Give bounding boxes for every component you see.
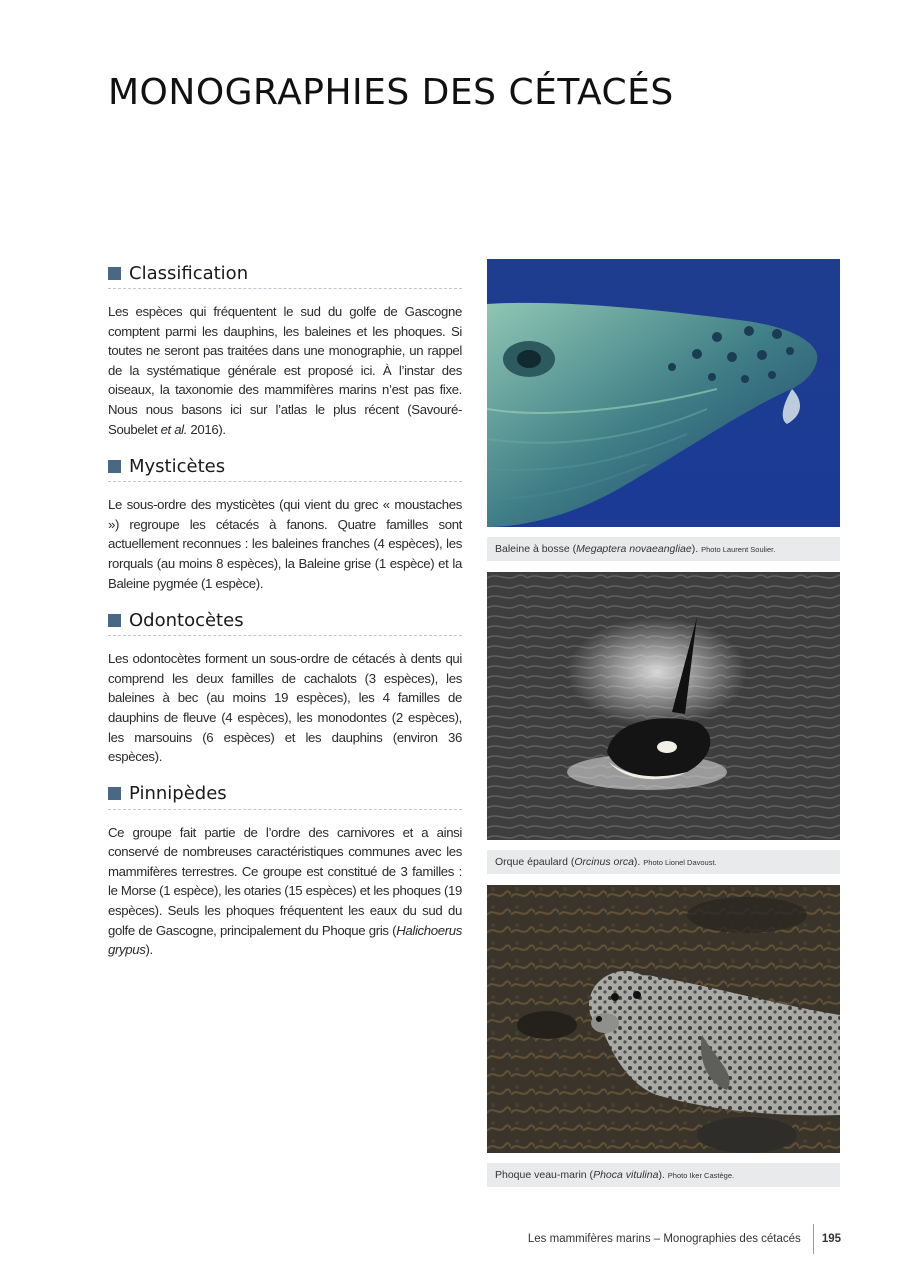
section-heading — [108, 258, 462, 289]
section-title: Mysticètes — [129, 455, 226, 477]
section-mysticetes — [108, 451, 462, 593]
square-bullet-icon — [108, 460, 121, 473]
figure-humpback-whale — [487, 259, 840, 561]
section-heading — [108, 779, 462, 810]
section-heading — [108, 451, 462, 482]
running-title: Les mammifères marins – Monographies des cétacés — [527, 1233, 801, 1245]
caption-species: Phoca vitulina — [593, 1169, 659, 1181]
text-run: Les odontocètes forment un sous-ordre de cétacés à dents qui comprend les deux familles de cachalots (3 espèces), les baleines à bec (au moins 19 espèces), les 4 familles de dauphins de fleuve (4 espèces), les monodontes (2 espèces), les marsouins (6 espèces) et les dauphins (environ 36 espèces). — [108, 651, 462, 765]
section-heading — [108, 605, 462, 636]
text-run: ). — [145, 942, 153, 958]
footer-divider — [813, 1224, 814, 1254]
text-run-italic: Halichoerus grypus — [108, 922, 462, 958]
section-paragraph — [108, 649, 462, 767]
caption-text: Baleine à bosse ( — [495, 543, 577, 555]
caption-text: ). — [633, 856, 641, 868]
text-run-italic: et al. — [160, 421, 188, 437]
caption-text: Phoque veau-marin ( — [495, 1169, 594, 1181]
square-bullet-icon — [108, 614, 121, 627]
caption-species: Orcinus orca — [574, 856, 634, 868]
page-title: MONOGRAPHIES DES CÉTACÉS — [108, 72, 674, 113]
harbor-seal-photo — [487, 885, 840, 1153]
text-column — [108, 258, 462, 972]
photo-credit: Photo Laurent Soulier. — [701, 545, 776, 554]
photo-credit: Photo Lionel Davoust. — [643, 858, 717, 867]
section-paragraph — [108, 495, 462, 593]
caption-text: ). — [658, 1169, 665, 1181]
section-classification — [108, 258, 462, 439]
photo-credit: Photo Iker Castège. — [667, 1171, 735, 1180]
section-odontocetes — [108, 605, 462, 767]
text-run: Le sous-ordre des mysticètes (qui vient du grec « moustaches ») regroupe les cétacés à fanons. Quatre familles sont actuellement reconnues : les baleines franches (4 espèces), les rorquals (au moins 8 espèces), la Baleine grise (1 espèce) et la Baleine pygmée (1 espèce). — [108, 497, 462, 591]
caption-text: ). — [691, 543, 699, 555]
figure-caption — [487, 537, 840, 561]
page-footer — [528, 1224, 841, 1254]
caption-text: Orque épaulard ( — [495, 856, 575, 868]
section-title: Classification — [129, 262, 249, 284]
square-bullet-icon — [108, 267, 121, 280]
figure-caption — [487, 1163, 840, 1187]
square-bullet-icon — [108, 787, 121, 800]
section-pinnipedes — [108, 779, 462, 960]
orca-photo — [487, 572, 840, 840]
page-number: 195 — [821, 1233, 841, 1245]
figure-orca — [487, 572, 840, 874]
section-paragraph — [108, 823, 462, 960]
caption-species: Megaptera novaeangliae — [576, 543, 692, 555]
text-run: 2016). — [187, 421, 226, 437]
text-run: Les espèces qui fréquentent le sud du golfe de Gascogne comptent parmi les dauphins, les baleines et les phoques. Si toutes ne seront pas traitées dans une monographie, un rappel de la systématique générale est proposé ici. À l’instar des oiseaux, la taxonomie des mammifères marins n’est pas fixe. Nous nous basons ici sur l’atlas le plus récent (Savouré-Soubelet — [108, 304, 462, 437]
section-title: Odontocètes — [129, 609, 244, 631]
text-run: Ce groupe fait partie de l’ordre des carnivores et a ainsi conservé de nombreuses caractéristiques communes avec les mammifères terrestres. Ce groupe est constitué de 3 familles : le Morse (1 espèce), les otaries (15 espèces) et les phoques (19 espèces). Seuls les phoques fréquentent les eaux du sud du golfe de Gascogne, principalement du Phoque gris ( — [108, 824, 462, 938]
figure-caption — [487, 850, 840, 874]
section-paragraph — [108, 302, 462, 439]
section-title: Pinnipèdes — [129, 783, 227, 805]
figure-harbor-seal — [487, 885, 840, 1187]
humpback-whale-photo — [487, 259, 840, 527]
